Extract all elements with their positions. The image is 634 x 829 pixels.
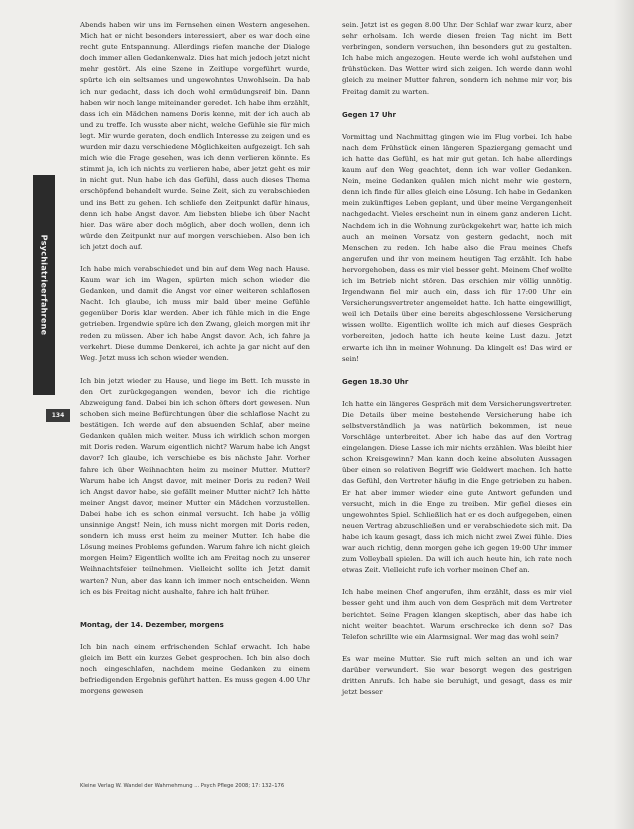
paragraph: Ich hatte ein längeres Gespräch mit dem Versicherungsvertreter. Die Details über meine bestehende Versicherung habe ich selbstverständlich ja was natürlich bekommen, ist neue Vorschläge unterbreitet. Aber ich habe das auf den Vortrag eingelangen. Diese Lasse ich mir nichts erzählen. Was bleibt hier schon Kreisgewinn? Man kann doch keine absoluten Aussagen über einen so relativen Begriff wie Geldwert machen. Ich hatte das Gefühl, den Vertreter häufig in die Enge getrieben zu haben. Er hat aber immer wieder eine gute Antwort gefunden und versucht, mich in die Enge zu treiben. Mir gefiel dieses ein ungewohntes Spiel. Schließlich hat er es doch aufgegeben, einen neuen Vertrag abzuschließen und er verabschiedete sich mit. Da habe ich kaum gesagt, dass ich mich nicht zwei Zwei fühle. Dies war auch richtig, denn morgen gehe ich gegen 19:00 Uhr immer zum Volleyball spielen. Da will ich auch heute hin, ich rate noch etwas Zeit. Vielleicht rufe ich vorher meinen Chef an. [342,399,572,575]
paragraph: sein. Jetzt ist es gegen 8.00 Uhr. Der Schlaf war zwar kurz, aber sehr erholsam. Ich werde diesen freien Tag nicht im Bett verbringen, sondern versuchen, ihn besonders gut zu gestalten. Ich habe mich angezogen. Heute werde ich wohl aufstehen und frühstücken. Das Wetter wird sich zeigen. Ich werde dann wohl gleich zu meiner Mutter fahren, sondern ich nehme mir vor, bis Freitag damit zu warten. [342,21,572,96]
spacer [80,364,310,376]
section-heading: Montag, der 14. Dezember, morgens [80,620,224,629]
left-text-column [80,20,310,697]
right-text-column [342,20,572,698]
section-heading: Gegen 17 Uhr [342,110,396,119]
paragraph: Vormittag und Nachmittag gingen wie im Flug vorbei. Ich habe nach dem Frühstück einen längeren Spaziergang gemacht und ich hatte das Gefühl, es hat mir gut getan. Ich habe allerdings kaum auf den Weg geachtet, denn ich war voller Gedanken. Nein, meine Gedanken quälen mich nicht mehr wie gestern, denn ich finde für alles gleich eine Lösung. Ich habe in Gedanken mein zukünftiges Leben geplant, und über meine Vergangenheit nachgedacht. Vieles erscheint nun in einem ganz anderen Licht. Nachdem ich in die Wohnung zurückgekehrt war, hatte ich mich auch an meinen Vorsatz von gestern gedacht, noch mit Menschen zu reden. Ich habe also die Frau meines Chefs angerufen und ihr von meinem heutigen Tag erzählt. Ich habe hervorgehoben, dass es mir viel besser geht. Meinem Chef wollte ich im Betrieb nicht stören. Das erschien mir völlig unnötig. Irgendwann fiel mir auch ein, dass ich für 17:00 Uhr ein Versicherungsvertreter angemeldet hatte. Ich hatte eingewilligt, weil ich Details über eine bereits abgeschlossene Versicherung wissen wollte. Eigentlich wollte ich mich auf dieses Gespräch vorbereiten, jedoch hatte ich heute keine Lust dazu. Jetzt erwarte ich ihn in meiner Wohnung. Da klingelt es! Das wird er sein! [342,132,572,363]
paragraph: Es war meine Mutter. Sie ruft mich selten an und ich war darüber verwundert. Sie war besorgt wegen des gestrigen dritten Anrufs. Ich habe sie beruhigt, und gesagt, dass es mir jetzt besser [342,654,572,697]
paragraph: Ich bin nach einem erfrischenden Schlaf erwacht. Ich habe gleich im Bett ein kurzes Gebet gesprochen. Ich bin also doch noch eingeschlafen, nachdem meine Gedanken zu einem befriedigenden Ergebnis geführt hatten. Es muss gegen 4.00 Uhr morgens gewesen [80,642,310,696]
spacer [342,365,572,377]
page-footer: Kleine Verlag W. Wandel der Wahrnehmung ... Psych Pflege 2008; 17: 132–176 [80,783,285,789]
section-heading: Gegen 18.30 Uhr [342,377,409,386]
paragraph: Ich habe mich verabschiedet und bin auf dem Weg nach Hause. Kaum war ich im Wagen, spürten mich schon wieder die Gedanken, und damit die Angst vor einer weiteren schlaflosen Nacht. Ich glaube, ich muss mir bald über meine Gefühle gegenüber Doris klar werden. Aber ich fühle mich in die Enge getrieben. Irgendwie spüre ich den Zwang, gleich morgen mit ihr reden zu müssen. Aber ich habe Angst davor. Ach, ich fahre ja verkehrt. Diese dumme Denkerei, ich achte ja gar nicht auf den Weg. Jetzt muss ich schon wieder wenden. [80,264,310,362]
section-tab [33,175,55,395]
section-tab-label: Psychiatrieerfahrene [39,234,49,336]
paragraph: Ich bin jetzt wieder zu Hause, und liege im Bett. Ich musste in den Ort zurückgegangen wenden, bevor ich die richtige Abzweigung fand. Dabei bin ich schon öfters dort gewesen. Nun schoben sich meine Befürchtungen über die schlaflose Nacht zu bestätigen. Ich werde auf den absuenden Schlaf, aber meine Gedanken quälen mich weiter. Muss ich wirklich schon morgen mit Doris reden. Warum eigentlich nicht? Warum habe ich Angst davor? Ich glaube, ich verschiebe es bis nächste Jahr. Vorher fahre ich über Weihnachten heim zu meiner Mutter. Mutter? Warum habe ich Angst davor, mit meiner Doris zu reden? Weil ich Angst davor habe, sie gefällt meiner Mutter nicht? Ich hätte meiner Angst davor, meiner Mutter ein Mädchen vorzustellen. Dabei habe ich es schon einmal versucht. Ich habe ja völlig unsinnige Angst! Nein, ich muss nicht morgen mit Doris reden, sondern ich muss erst heim zu meiner Mutter. Ich habe die Lösung meines Problems gefunden. Warum fahre ich nicht gleich morgen Heim? Eigentlich wollte ich am Freitag noch zu unserer Weihnachtsfeier teilnehmen. Vielleicht sollte ich Jetzt damit warten? Nun, aber das kann ich immer noch entscheiden. Wenn ich es bis Freitag nicht aushalte, fahre ich halt früher. [80,376,310,596]
paragraph: Abends haben wir uns im Fernsehen einen Western angesehen. Mich hat er nicht besonders interessiert, aber es war doch eine recht gute Entspannung. Allerdings riefen manche der Dialoge doch immer allen Gedankenwalz. Dies hat mich jedoch jetzt nicht mehr gestört. Als eine Szene in Zeitlupe vorgeführt wurde, spürte ich ein seltsames und ungewohntes Unwohlsein. Da hab ich nur gedacht, dass ich doch wohl ermüdungsreif bin. Dann haben wir noch lange miteinander geredet. Ich habe ihm erzählt, dass ich ein Mädchen namens Doris kenne, mit der ich auch ab und zu treffe. Ich wusste aber nicht, welche Gefühle sie für mich legt. Mir wurde geraten, doch endlich Interesse zu zeigen und es wurden mir dazu verschiedene Möglichkeiten aufgezeigt. Ich sah mich wie die Frage gesehen, was ich denn verlieren könnte. Es stimmt ja, ich ich nichts zu verlieren habe, aber jetzt geht es mir in nicht gut. Nun habe ich das Gefühl, dass auch dieses Thema erschöpfend behandelt wurde. Seine Zeit, sich zu verabschieden und ins Bett zu gehen. Ich schliefe den Zeitpunkt dafür hinaus, denn ich habe Angst davor. Am liebsten bliebe ich über Nacht hier. Das wäre aber doch möglich, aber doch wollen, denn ich würde den Zeitpunkt nur auf morgen verschieben. Also ben ich ich jetzt doch auf. [80,21,310,251]
paragraph: Ich habe meinen Chef angerufen, ihm erzählt, dass es mir viel besser geht und ihm auch von dem Gespräch mit dem Vertreter berichtet. Seine Fragen klangen skeptisch, aber das habe ich nicht weiter beachtet. Warum erschrecke ich denn so? Das Telefon schrillte wie ein Alarmsignal. Wer mag das wohl sein? [342,588,572,641]
spacer [342,98,572,110]
spacer [80,598,310,620]
page-number: 134 [46,409,70,422]
page-edge-shadow [614,0,634,829]
